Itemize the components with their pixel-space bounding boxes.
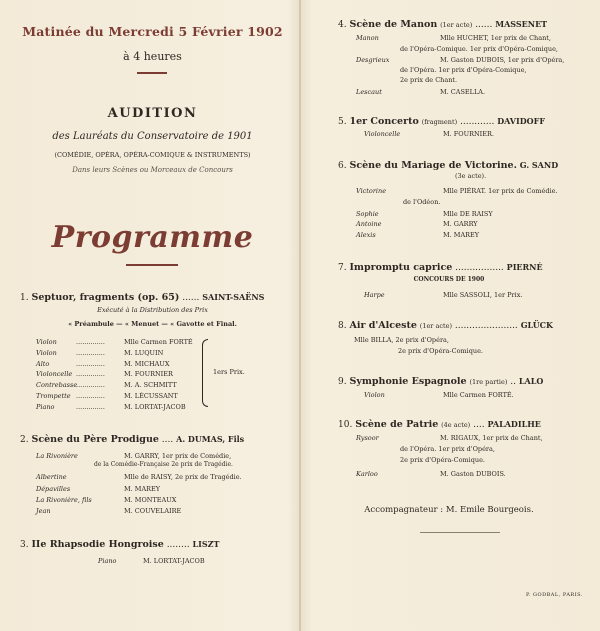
performer: Mlle PIÉRAT. 1er prix de Comédie. <box>443 187 558 195</box>
item-title: Symphonie Espagnole <box>349 376 467 387</box>
role-name: Violon <box>36 338 57 346</box>
item-title: 1er Concerto <box>349 116 419 127</box>
role-name: Antoine <box>356 220 382 228</box>
item-title: Impromptu caprice <box>349 262 453 273</box>
performer: M. A. SCHMITT <box>124 381 177 390</box>
item-8-line1: Mlle BILLA, 2e prix d'Opéra, <box>354 336 449 344</box>
audition-subtitle: des Lauréats du Conservatoire de 1901 <box>52 131 253 142</box>
ornament-mid <box>126 262 178 268</box>
dot-leader: .............. <box>76 348 105 357</box>
role-name: Trompette <box>36 392 71 400</box>
performer: Mlle DE RAISY <box>443 210 493 218</box>
programme-title: Programme <box>51 220 254 255</box>
item-number: 1. <box>20 293 29 303</box>
performer: M. Gaston DUBOIS. <box>440 470 506 478</box>
item-number: 5. <box>338 117 347 127</box>
dot-leader: .............. <box>76 392 105 400</box>
performer: de l'Opéra. 1er prix d'Opéra, <box>400 445 495 453</box>
performer: M. GARRY, 1er prix de Comédie, <box>124 452 232 460</box>
item-7-performer: Mlle SASSOLI, 1er Prix. <box>443 291 523 299</box>
item-title: Air d'Alceste <box>349 320 417 331</box>
composer: G. SAND <box>519 160 559 170</box>
item-title: Scène de Patrie <box>355 419 439 430</box>
dot-leader: ........ <box>166 540 190 550</box>
left-page <box>10 0 295 631</box>
ornament-top <box>137 70 167 76</box>
event-date: Matinée du Mercredi 5 Février 1902 <box>22 24 283 39</box>
role-name: Manon <box>356 34 379 42</box>
item-number: 3. <box>20 540 29 550</box>
composer: LISZT <box>192 539 220 549</box>
performer: M. MICHAUX <box>124 359 170 368</box>
item-1-note: Exécuté à la Distribution des Prix <box>97 306 208 314</box>
item-10-heading: 10. Scène de Patrie (4e acte) .... PALADILHE <box>338 419 541 430</box>
dot-leader: .............. <box>76 359 105 368</box>
performer: M. LUQUIN <box>124 348 164 357</box>
act-label: (1er acte) <box>419 322 452 330</box>
prize-label: 1ers Prix. <box>213 368 245 376</box>
performer: M. FOURNIER <box>124 370 173 379</box>
composer: DAVIDOFF <box>497 116 545 126</box>
item-9-performer: Mlle Carmen FORTÉ. <box>443 391 514 399</box>
performer: 2e prix de Chant. <box>400 76 458 84</box>
item-1-movements: « Préambule — « Menuet — « Gavotte et Final. <box>68 320 237 328</box>
role-name: Sophie <box>356 210 379 218</box>
composer: PIERNÉ <box>506 262 543 272</box>
composer: SAINT-SAËNS <box>202 292 265 302</box>
item-number: 7. <box>338 263 347 273</box>
dot-leader: .... <box>161 435 174 445</box>
performer: 2e prix d'Opéra-Comique. <box>400 456 485 464</box>
item-9-role: Violon <box>364 391 385 399</box>
role-name: La Rivonière <box>36 452 78 460</box>
item-8-line2: 2e prix d'Opéra-Comique. <box>398 347 483 355</box>
closing-rule <box>420 532 500 533</box>
item-3-heading <box>20 539 219 550</box>
performer: M. Gaston DUBOIS, 1er prix d'Opéra, <box>440 56 565 64</box>
item-2-heading <box>20 434 244 445</box>
item-4-heading: 4. Scène de Manon (1er acte) ...... MASSENET <box>338 19 548 30</box>
role-name: Lescaut <box>356 88 382 96</box>
act-label: (1er acte) <box>440 21 473 29</box>
performer-note: de la Comédie-Française 2e prix de Tragédie. <box>94 461 233 468</box>
item-3-role: Piano <box>98 557 117 565</box>
item-number: 9. <box>338 377 347 387</box>
role-name: Jean <box>36 507 51 515</box>
audition-genres: (COMÉDIE, OPÉRA, OPÉRA-COMIQUE & INSTRUMENTS) <box>54 151 251 159</box>
item-title: Scène de Manon <box>349 19 438 30</box>
item-3-performer: M. LORTAT-JACOB <box>143 557 205 565</box>
prize-brace <box>202 339 208 407</box>
item-number: 2. <box>20 435 29 445</box>
performer: Mlle Carmen FORTÉ <box>124 338 193 346</box>
item-6-act: (3e acte). <box>455 172 487 180</box>
item-8-heading: 8. Air d'Alceste (1er acte) ...................... GLÜCK <box>338 320 554 331</box>
composer: LALO <box>518 376 544 386</box>
performer: M. RIGAUX, 1er prix de Chant, <box>440 434 543 442</box>
performer: de l'Odéon. <box>403 198 441 206</box>
role-name: Violon <box>36 348 57 357</box>
role-name: La Rivonière, fils <box>36 496 92 504</box>
item-9-heading: 9. Symphonie Espagnole (1re partie) .. LALO <box>338 376 544 387</box>
role-name: Albertine <box>36 473 67 481</box>
item-7-heading: 7. Impromptu caprice ................. PIERNÉ <box>338 262 543 273</box>
dot-leader: ...... <box>182 293 200 303</box>
item-title: Scène du Mariage de Victorine. <box>349 160 517 171</box>
role-name: Violoncelle <box>36 370 73 379</box>
performer: M. MAREY <box>124 485 161 493</box>
item-5-performer: M. FOURNIER. <box>443 130 494 138</box>
item-1-heading <box>20 292 264 303</box>
item-7-contest: CONCOURS DE 1900 <box>413 276 485 283</box>
item-5-role: Violoncelle <box>364 130 401 138</box>
dot-leader: .............. <box>76 370 105 379</box>
role-name: Contrebasse <box>36 381 78 390</box>
act-label: (4e acte) <box>441 421 471 429</box>
performer: M. COUVELAIRE <box>124 507 182 515</box>
item-title: Scène du Père Prodigue <box>31 434 159 445</box>
right-page <box>308 0 590 631</box>
item-title: IIe Rhapsodie Hongroise <box>31 539 164 550</box>
item-7-role: Harpe <box>364 291 385 299</box>
composer: A. DUMAS, Fils <box>176 434 245 444</box>
item-6-heading <box>338 160 558 171</box>
performer: M. LORTAT-JACOB <box>124 402 186 411</box>
role-name: Dépavilles <box>36 485 71 493</box>
composer: GLÜCK <box>520 320 554 330</box>
printer-credit: P. GODBAL, PARIS. <box>526 592 584 598</box>
performer: M. LÉCUSSANT <box>124 392 178 400</box>
role-name: Victorine <box>356 187 387 195</box>
performer: de l'Opéra. 1er prix d'Opéra-Comique, <box>400 66 527 74</box>
role-name: Desgrieux <box>356 56 390 64</box>
event-time: à 4 heures <box>123 50 182 63</box>
audition-title: AUDITION <box>107 106 198 121</box>
performer: M. MONTEAUX <box>124 496 177 504</box>
performer: de l'Opéra-Comique. 1er prix d'Opéra-Comique, <box>400 45 558 53</box>
performer: M. CASELLA. <box>440 88 486 96</box>
role-name: Rysoor <box>356 434 379 442</box>
role-name: Alexis <box>356 231 376 239</box>
dot-leader: .............. <box>76 381 105 390</box>
role-name: Alto <box>36 359 50 368</box>
performer: Mlle de RAISY, 2e prix de Tragédie. <box>124 473 242 481</box>
accompanist: Accompagnateur : M. Emile Bourgeois. <box>364 505 534 515</box>
item-5-heading: 5. 1er Concerto (fragment) ............ DAVIDOFF <box>338 116 545 127</box>
fragment-label: (fragment) <box>421 118 458 126</box>
item-number: 8. <box>338 321 347 331</box>
item-title: Septuor, fragments (op. 65) <box>31 292 180 303</box>
composer: PALADILHE <box>487 419 541 429</box>
act-label: (1re partie) <box>469 378 508 386</box>
dot-leader: .............. <box>76 402 105 411</box>
performer: M. GARRY <box>443 220 478 228</box>
page-fold <box>299 0 301 631</box>
item-number: 10. <box>338 420 353 430</box>
composer: MASSENET <box>495 19 548 29</box>
item-number: 6. <box>338 161 347 171</box>
performer: Mlle HUCHET, 1er prix de Chant, <box>440 34 551 42</box>
audition-context: Dans leurs Scènes ou Morceaux de Concours <box>72 166 233 174</box>
item-number: 4. <box>338 20 347 30</box>
dot-leader: .............. <box>76 338 105 346</box>
performer: M. MAREY <box>443 231 480 239</box>
role-name: Piano <box>36 402 55 411</box>
role-name: Karloo <box>356 470 378 478</box>
